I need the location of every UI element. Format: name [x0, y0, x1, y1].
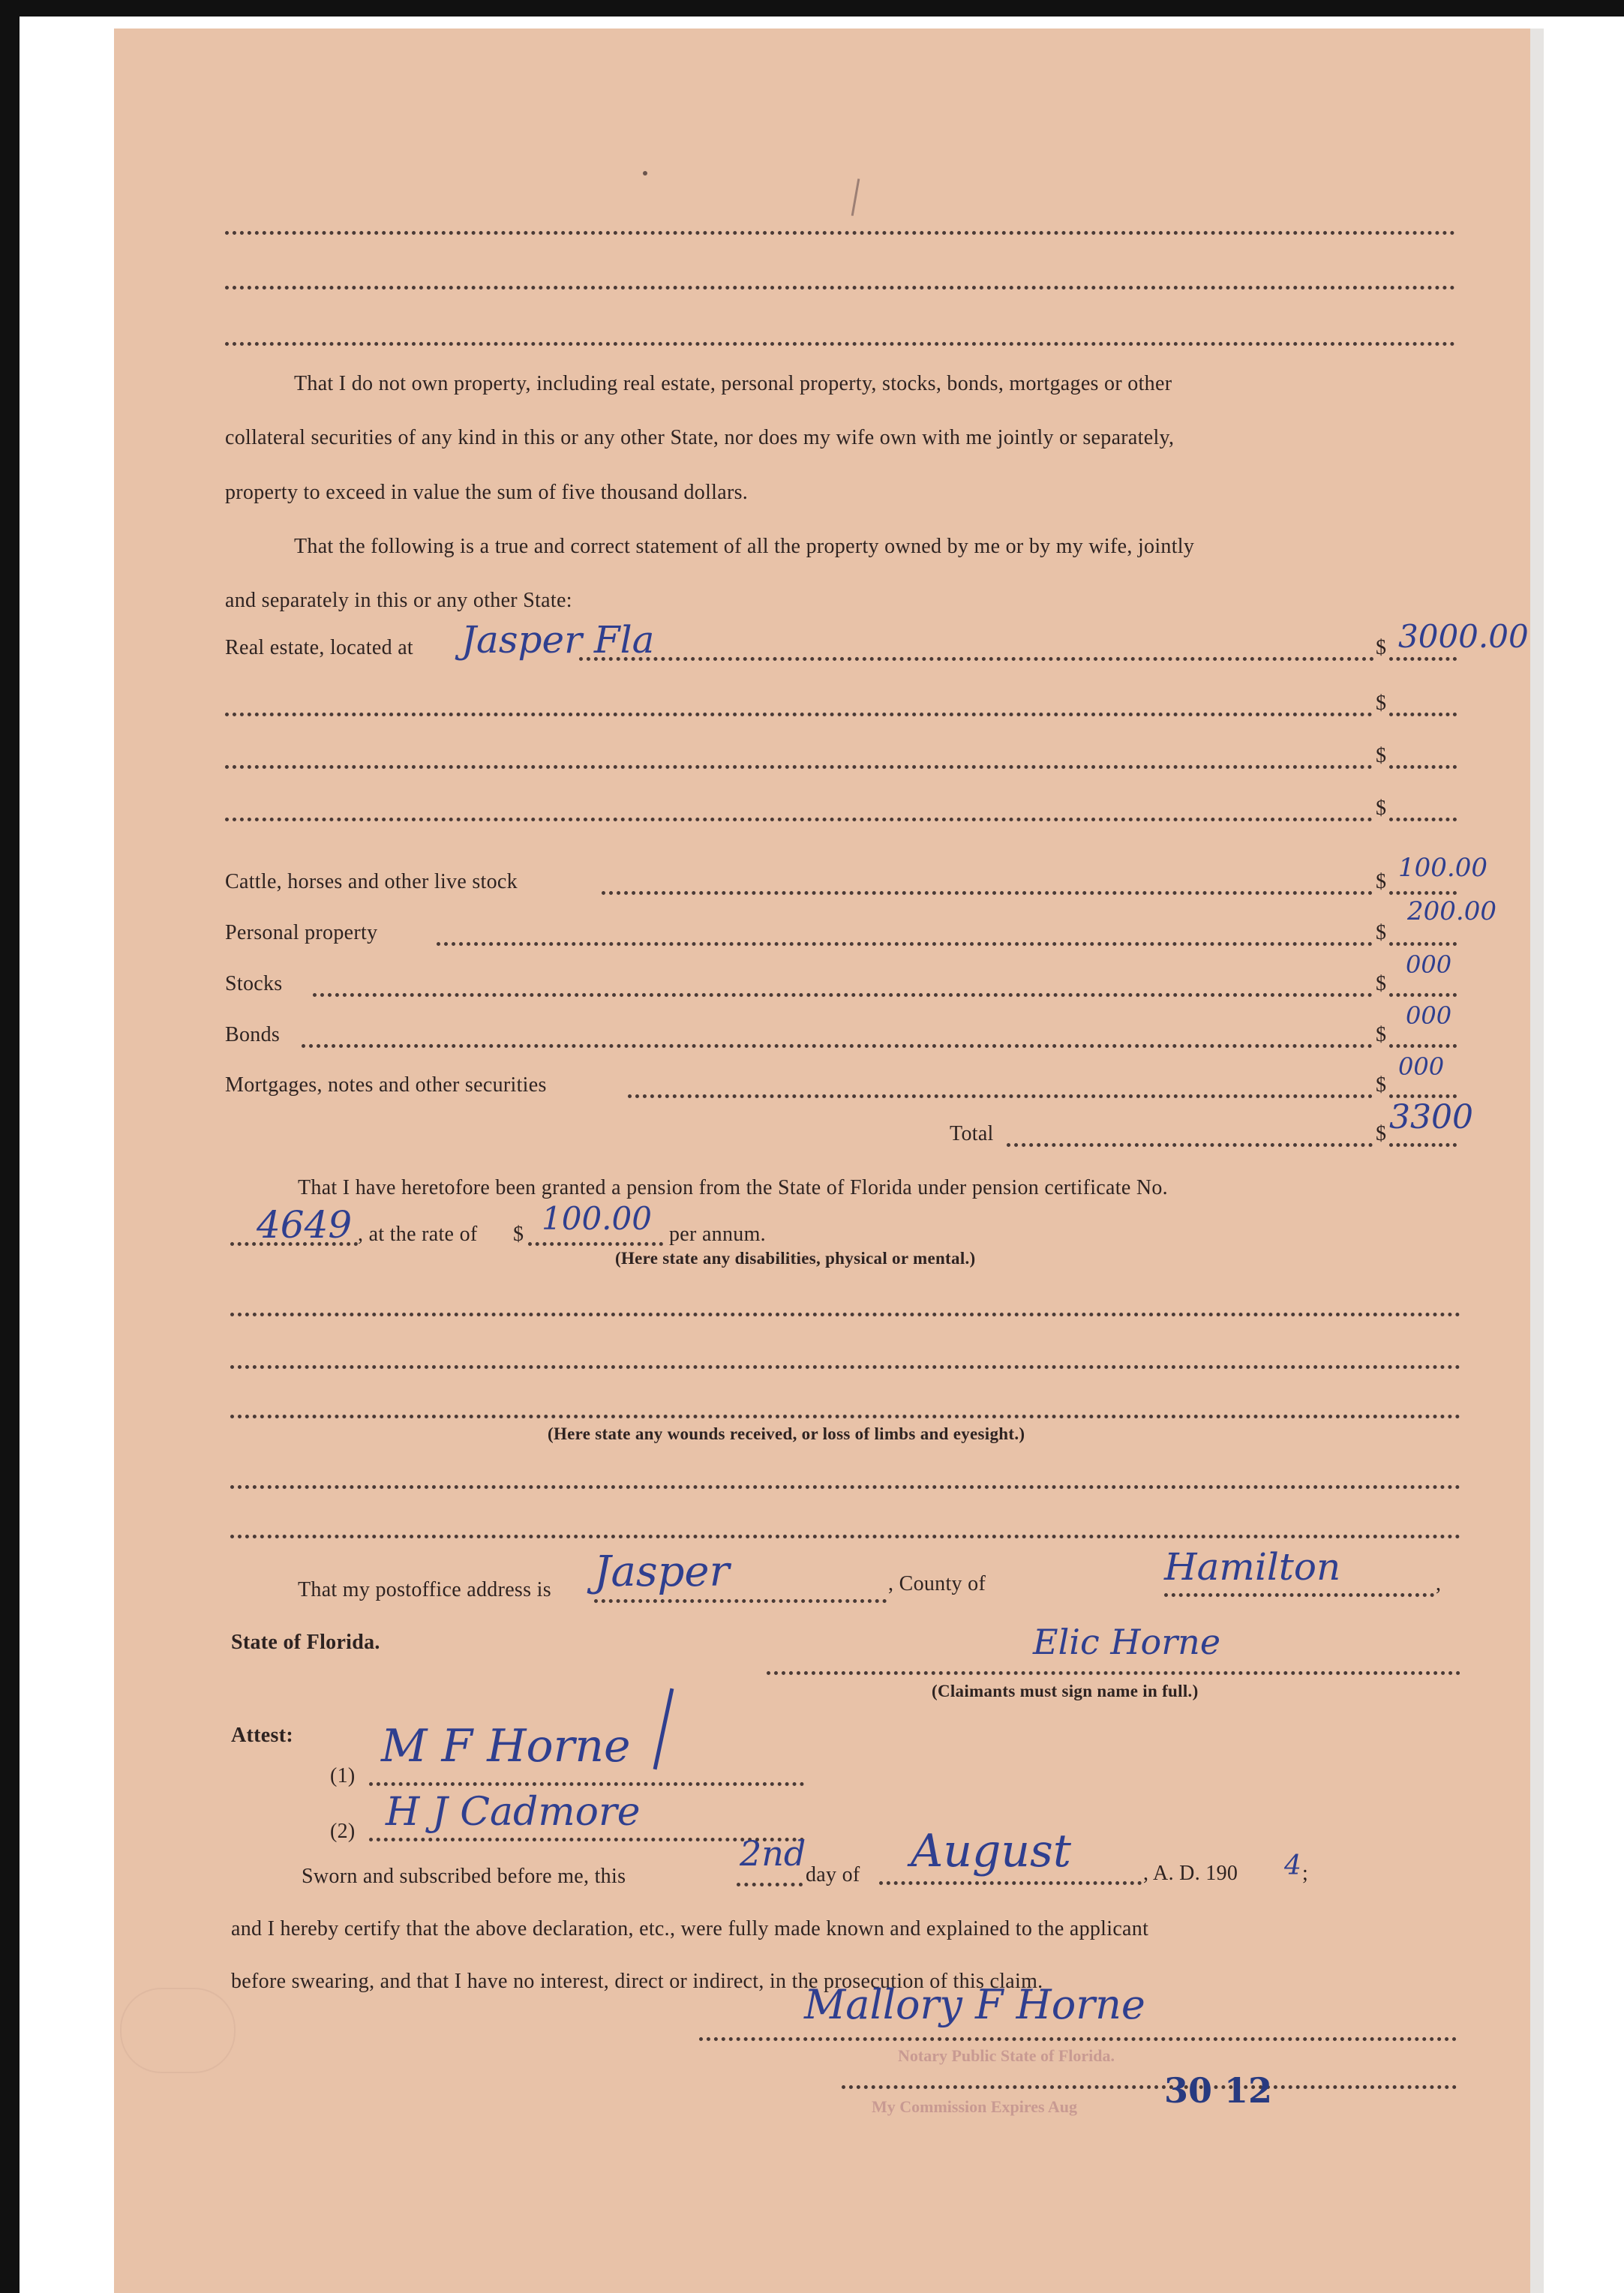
wounds-line-2	[230, 1535, 1460, 1538]
real-estate-amount-dots	[1389, 657, 1457, 661]
extra-row-3-dollar: $	[1376, 797, 1387, 820]
claimant-signature-handwritten: Elic Horne	[1033, 1622, 1221, 1662]
paper-speck	[643, 171, 647, 176]
sworn-day-handwritten: 2nd	[740, 1833, 806, 1874]
pension-line-1: That I have heretofore been granted a pension from the State of Florida under pension certificate No.	[298, 1176, 1168, 1199]
mortgages-label: Mortgages, notes and other securities	[225, 1073, 547, 1097]
witness-1-dots	[369, 1782, 804, 1786]
stocks-dots	[313, 993, 1373, 997]
sworn-month-handwritten: August	[911, 1825, 1071, 1877]
personal-property-dollar: $	[1376, 921, 1387, 944]
witness-1-signature-handwritten: M F Horne	[381, 1720, 631, 1772]
extra-row-3-dots	[225, 818, 1373, 821]
claimant-sign-hint: (Claimants must sign name in full.)	[932, 1682, 1199, 1700]
mortgages-amount-handwritten: 000	[1398, 1052, 1445, 1081]
disabilities-line-1	[230, 1313, 1460, 1316]
sworn-year-digit-handwritten: 4	[1284, 1850, 1301, 1881]
total-label: Total	[950, 1122, 994, 1145]
pension-rate-dollar: $	[513, 1223, 524, 1246]
disabilities-line-3	[230, 1415, 1460, 1418]
total-amount-dots	[1389, 1143, 1457, 1147]
extra-row-3-amount-dots	[1389, 818, 1457, 821]
livestock-amount-dots	[1389, 891, 1457, 895]
mortgages-dollar: $	[1376, 1073, 1387, 1097]
total-dollar: $	[1376, 1122, 1387, 1145]
bonds-dots	[302, 1044, 1373, 1048]
sworn-prefix: Sworn and subscribed before me, this	[302, 1865, 626, 1888]
extra-row-1-amount-dots	[1389, 713, 1457, 716]
sworn-line-2: and I hereby certify that the above declaration, etc., were fully made known and explained to the applicant	[231, 1917, 1149, 1940]
notary-expiry-handwritten: 30 12	[1164, 2070, 1273, 2111]
extra-row-2-dollar: $	[1376, 744, 1387, 767]
witness-2-signature-handwritten: H J Cadmore	[386, 1790, 641, 1835]
disabilities-line-2	[230, 1365, 1460, 1369]
disabilities-hint: (Here state any disabilities, physical or mental.)	[615, 1249, 976, 1268]
pension-rate-suffix: per annum.	[669, 1223, 766, 1246]
address-prefix: That my postoffice address is	[298, 1578, 551, 1601]
witness-2-dots	[369, 1838, 804, 1841]
real-estate-label: Real estate, located at	[225, 636, 413, 659]
sworn-day-label: day of	[806, 1863, 860, 1886]
notary-signature-handwritten: Mallory F Horne	[804, 1981, 1145, 2028]
blank-line-1	[225, 231, 1455, 235]
pension-rate-handwritten: 100.00	[542, 1200, 652, 1237]
bonds-label: Bonds	[225, 1023, 281, 1046]
scan-border-top	[0, 0, 1624, 17]
witness-2-number: (2)	[330, 1820, 356, 1843]
bonds-amount-handwritten: 000	[1406, 1001, 1452, 1030]
property-limit-line-2: collateral securities of any kind in this or any other State, nor does my wife own with me jointly or separately,	[225, 426, 1175, 449]
sworn-month-dots	[879, 1881, 1142, 1885]
statement-line-1: That the following is a true and correct statement of all the property owned by me or by my wife, jointly	[294, 535, 1195, 558]
sworn-line-3: before swearing, and that I have no interest, direct or indirect, in the prosecution of this claim.	[231, 1970, 1043, 1993]
stocks-label: Stocks	[225, 972, 283, 995]
page-edge	[1530, 29, 1544, 2293]
county-handwritten: Hamilton	[1164, 1545, 1341, 1589]
real-estate-amount-handwritten: 3000.00	[1398, 618, 1529, 655]
real-estate-location-handwritten: Jasper Fla	[461, 618, 655, 662]
total-amount-handwritten: 3300	[1389, 1098, 1473, 1136]
extra-row-1-dollar: $	[1376, 692, 1387, 715]
scan-border-left	[0, 0, 20, 2293]
county-comma: ,	[1436, 1572, 1442, 1595]
mortgages-dots	[628, 1094, 1373, 1098]
sworn-year-label: , A. D. 190	[1143, 1862, 1238, 1885]
pension-certificate-no-handwritten: 4649	[257, 1203, 353, 1247]
county-dots	[1164, 1593, 1434, 1597]
extra-row-2-amount-dots	[1389, 765, 1457, 769]
paper-scratch	[851, 179, 860, 216]
pension-rate-dots	[528, 1242, 663, 1246]
property-limit-line-3: property to exceed in value the sum of five thousand dollars.	[225, 481, 749, 504]
notary-stamp-line-2: My Commission Expires Aug	[872, 2097, 1078, 2116]
livestock-dollar: $	[1376, 870, 1387, 893]
personal-property-amount-dots	[1389, 942, 1457, 946]
postoffice-handwritten: Jasper	[594, 1547, 730, 1596]
pension-rate-prefix: , at the rate of	[358, 1223, 478, 1246]
wounds-hint: (Here state any wounds received, or loss of limbs and eyesight.)	[548, 1424, 1025, 1443]
attest-label: Attest:	[231, 1724, 293, 1747]
extra-row-1-dots	[225, 713, 1373, 716]
stocks-amount-dots	[1389, 993, 1457, 997]
real-estate-dots	[579, 657, 1374, 661]
bonds-amount-dots	[1389, 1044, 1457, 1048]
personal-property-amount-handwritten: 200.00	[1407, 896, 1496, 926]
real-estate-dollar: $	[1376, 636, 1387, 659]
notary-stamp-line-1: Notary Public State of Florida.	[898, 2046, 1115, 2065]
total-dots	[1007, 1143, 1373, 1147]
sworn-day-dots	[737, 1883, 803, 1886]
wounds-line-1	[230, 1485, 1460, 1489]
notary-expiry-dots	[842, 2085, 1457, 2089]
personal-property-label: Personal property	[225, 921, 378, 944]
extra-row-2-dots	[225, 765, 1373, 769]
stocks-amount-handwritten: 000	[1406, 950, 1452, 979]
personal-property-dots	[437, 942, 1373, 946]
bonds-dollar: $	[1376, 1023, 1387, 1046]
witness-1-number: (1)	[330, 1764, 356, 1787]
postoffice-dots	[594, 1599, 887, 1603]
notary-seal-embossed	[120, 1988, 236, 2073]
stocks-dollar: $	[1376, 972, 1387, 995]
pension-claim-form-page	[114, 29, 1530, 2293]
livestock-amount-handwritten: 100.00	[1398, 853, 1487, 883]
claimant-signature-dots	[767, 1671, 1460, 1675]
blank-line-2	[225, 286, 1455, 290]
witness-1-flourish	[653, 1688, 674, 1770]
county-label: , County of	[888, 1572, 986, 1595]
blank-line-3	[225, 342, 1455, 346]
livestock-dots	[602, 891, 1373, 895]
notary-signature-dots	[699, 2037, 1457, 2041]
statement-line-2: and separately in this or any other State:	[225, 589, 572, 612]
property-limit-line-1: That I do not own property, including real estate, personal property, stocks, bonds, mortgages or other	[294, 372, 1172, 395]
sworn-year-semicolon: ;	[1302, 1862, 1309, 1885]
state-of-florida: State of Florida.	[231, 1631, 380, 1654]
livestock-label: Cattle, horses and other live stock	[225, 870, 518, 893]
